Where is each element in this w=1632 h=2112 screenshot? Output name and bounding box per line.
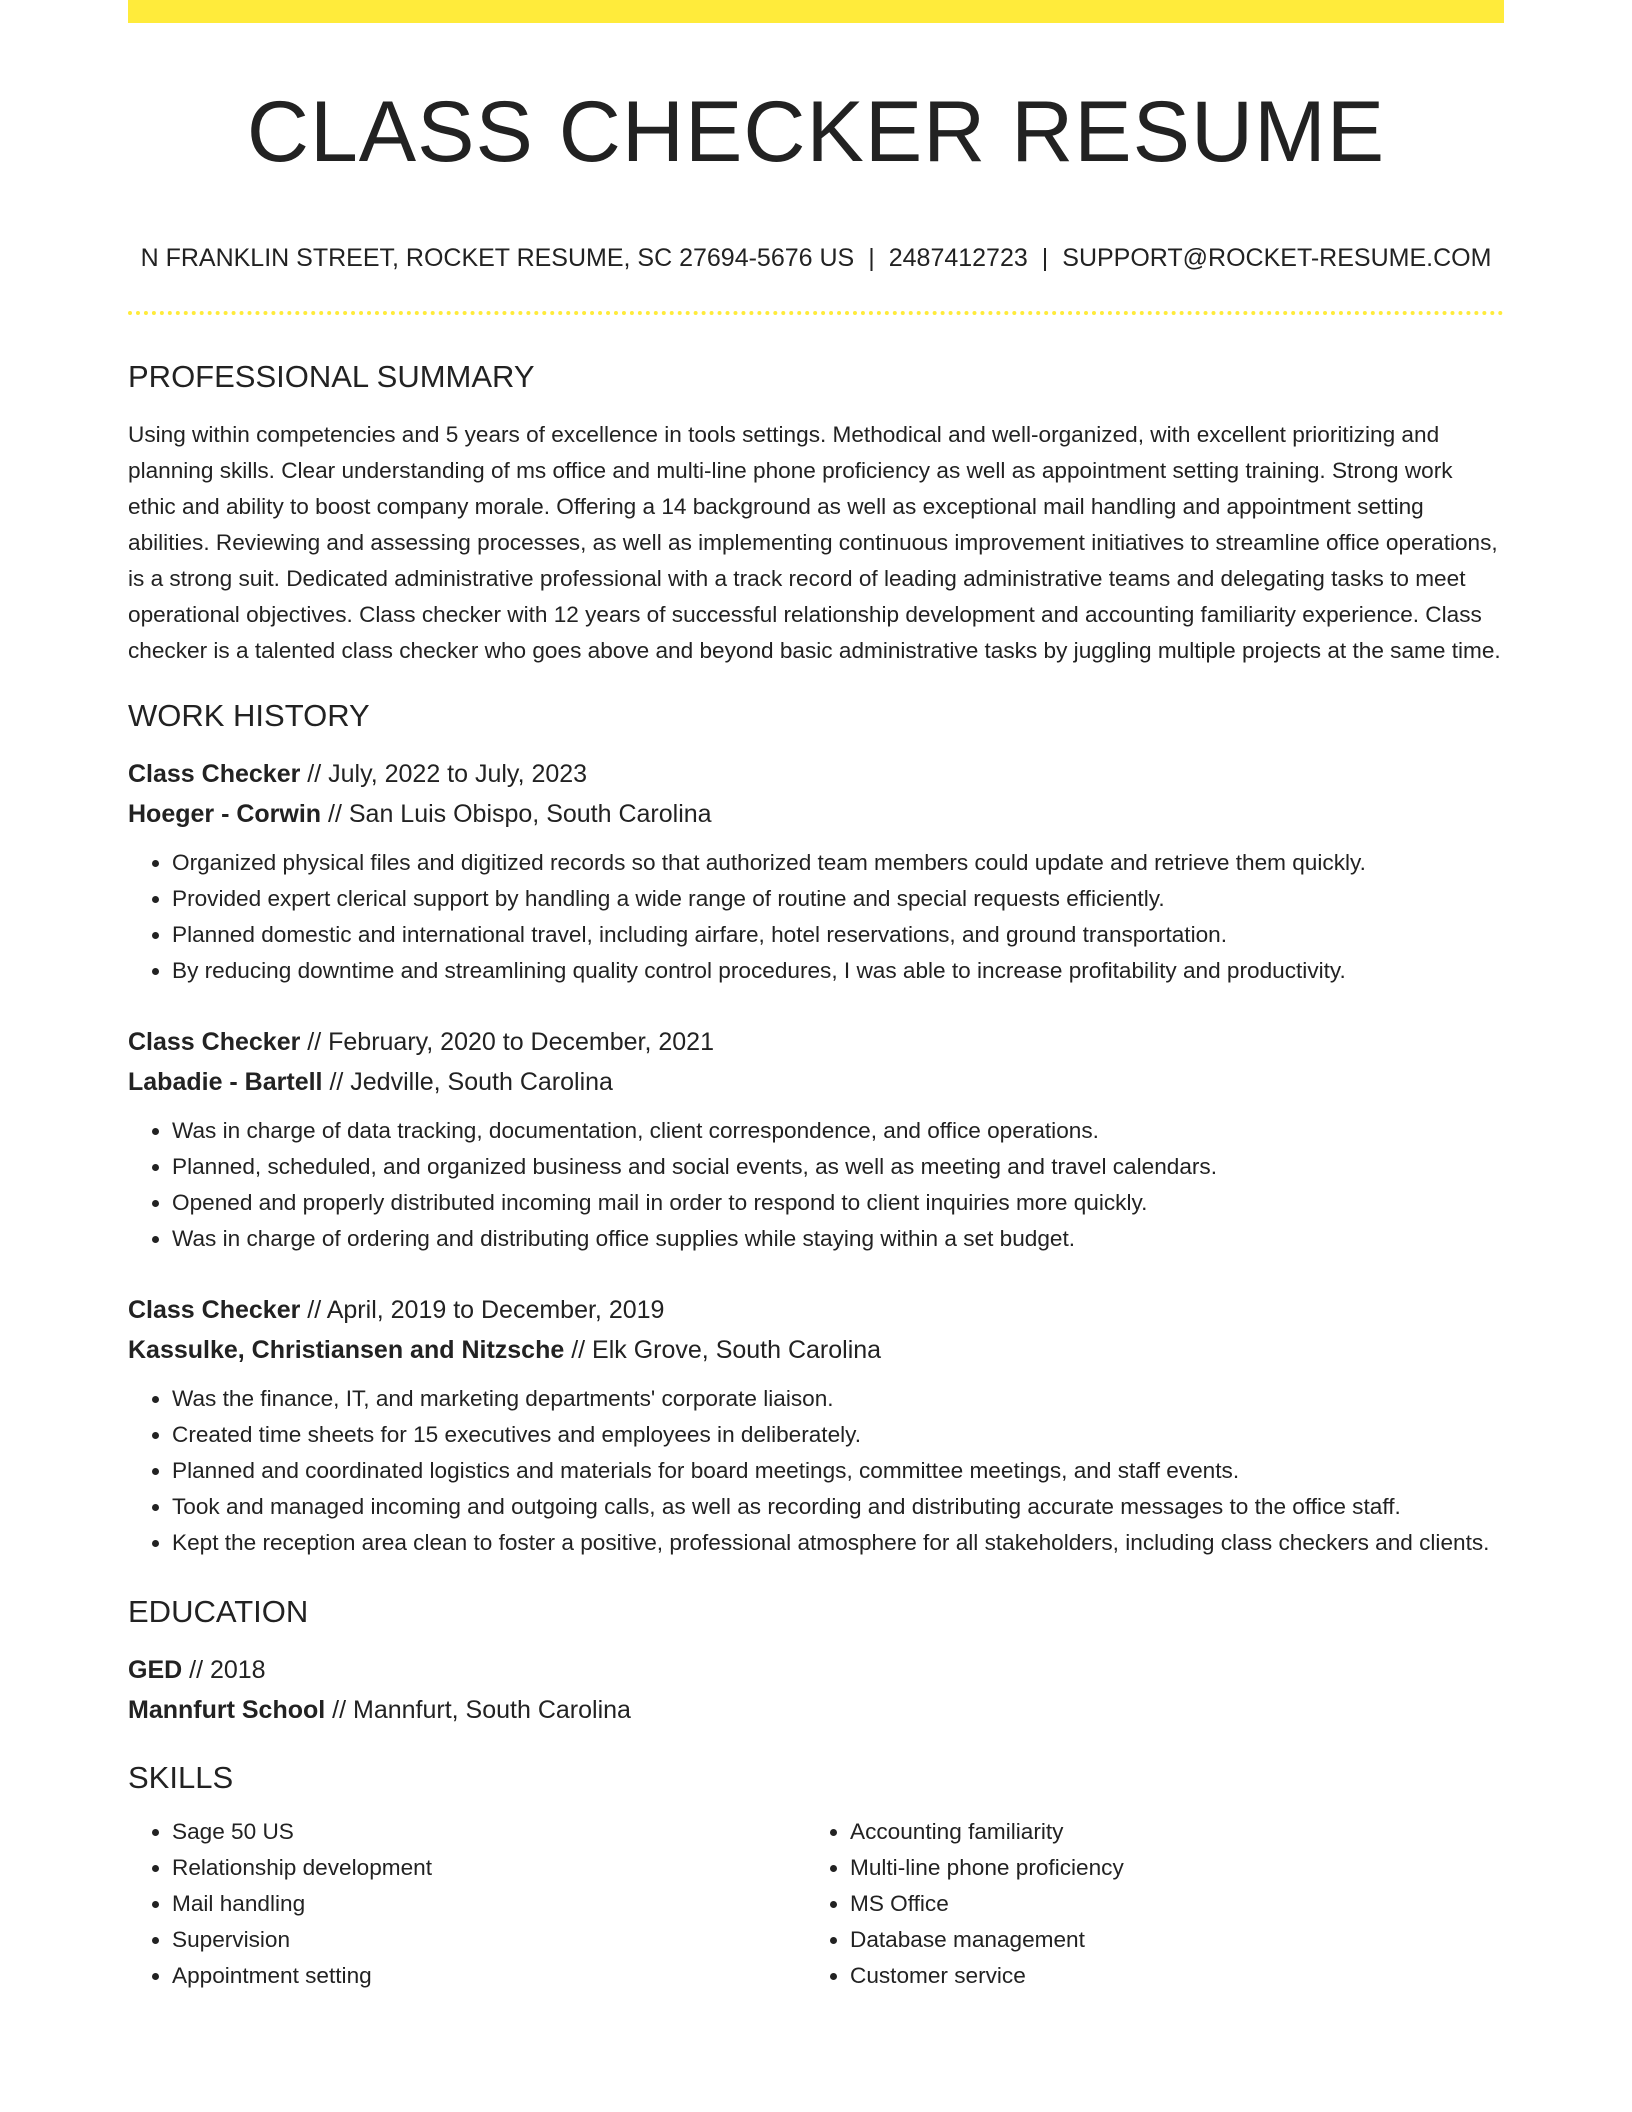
skill-item: • MS Office xyxy=(850,1886,1484,1922)
job-bullet: • Took and managed incoming and outgoing calls, as well as recording and distributing accurate messages to the office staff. xyxy=(172,1489,1504,1525)
education-year: // 2018 xyxy=(182,1656,266,1685)
contact-separator: | xyxy=(1041,243,1049,272)
skill-item: • Database management xyxy=(850,1922,1484,1958)
job-company-line xyxy=(128,794,1504,834)
summary-text: Using within competencies and 5 years of excellence in tools settings. Methodical and well-organized, with excellent prioritizing and planning skills. Clear understanding of ms office and multi-line phone proficiency as well as appointment setting training. Strong work ethic and ability to boost company morale. Offering a 14 background as well as exceptional mail handling and appointment setting abilities. Reviewing and assessing processes, as well as implementing continuous improvement initiatives to streamline office operations, is a strong suit. Dedicated administrative professional with a track record of leading administrative teams and delegating tasks to meet operational objectives. Class checker with 12 years of successful relationship development and accounting familiarity experience. Class checker is a talented class checker who goes above and beyond basic administrative tasks by juggling multiple projects at the same time. xyxy=(128,421,1501,663)
job-company: Hoeger - Corwin xyxy=(128,799,322,828)
skill-item: • Customer service xyxy=(850,1958,1484,1994)
resume-title: CLASS CHECKER RESUME xyxy=(246,84,1386,180)
job-role: Class Checker xyxy=(128,1295,301,1324)
skill-item: • Supervision xyxy=(172,1922,806,1958)
job-company: Kassulke, Christiansen and Nitzsche xyxy=(128,1335,565,1364)
job-bullet: • Provided expert clerical support by handling a wide range of routine and special requests efficiently. xyxy=(172,881,1504,917)
education-degree: GED xyxy=(128,1656,183,1685)
contact-address: N FRANKLIN STREET, ROCKET RESUME, SC 27694-5676 US xyxy=(140,243,855,272)
job-bullet: • Organized physical files and digitized records so that authorized team members could update and retrieve them quickly. xyxy=(172,845,1504,881)
job-role-line xyxy=(128,754,1504,794)
job-location: // Jedville, South Carolina xyxy=(322,1067,613,1096)
work-history-heading: WORK HISTORY xyxy=(128,697,370,733)
job-company-line xyxy=(128,1330,1504,1370)
skill-item: • Sage 50 US xyxy=(172,1814,806,1850)
job-bullet: • Opened and properly distributed incoming mail in order to respond to client inquiries more quickly. xyxy=(172,1185,1504,1221)
job-bullet: • Created time sheets for 15 executives and employees in deliberately. xyxy=(172,1417,1504,1453)
education-entry xyxy=(128,1650,1504,1730)
job-company: Labadie - Bartell xyxy=(128,1067,323,1096)
job-entry xyxy=(128,1290,1504,1561)
skill-item: • Multi-line phone proficiency xyxy=(850,1850,1484,1886)
job-entry xyxy=(128,1022,1504,1257)
job-dates: // February, 2020 to December, 2021 xyxy=(300,1027,714,1056)
education-heading: EDUCATION xyxy=(128,1593,309,1629)
education-school-line xyxy=(128,1690,1504,1730)
contact-separator: | xyxy=(868,243,875,272)
skills-right-column xyxy=(806,1814,1484,1994)
resume-page xyxy=(128,0,1504,1994)
job-role: Class Checker xyxy=(128,759,301,788)
education-degree-line xyxy=(128,1650,1504,1690)
job-company-line xyxy=(128,1062,1504,1102)
job-bullet: • Was in charge of ordering and distributing office supplies while staying within a set budget. xyxy=(172,1221,1504,1257)
job-bullet: • Was in charge of data tracking, documentation, client correspondence, and office operations. xyxy=(172,1113,1504,1149)
contact-line xyxy=(128,243,1504,273)
skill-item: • Relationship development xyxy=(172,1850,806,1886)
contact-email: SUPPORT@ROCKET-RESUME.COM xyxy=(1062,243,1492,272)
job-bullets xyxy=(128,1381,1504,1561)
skills-grid xyxy=(128,1814,1504,1994)
education-location: // Mannfurt, South Carolina xyxy=(325,1696,631,1725)
education-school: Mannfurt School xyxy=(128,1696,326,1725)
job-dates: // July, 2022 to July, 2023 xyxy=(300,759,588,788)
job-bullets xyxy=(128,1113,1504,1257)
skills-heading: SKILLS xyxy=(128,1760,234,1796)
skill-item: • Accounting familiarity xyxy=(850,1814,1484,1850)
job-bullet: • Planned and coordinated logistics and materials for board meetings, committee meetings, and staff events. xyxy=(172,1453,1504,1489)
job-entry xyxy=(128,754,1504,989)
job-role: Class Checker xyxy=(128,1027,301,1056)
job-bullet: • Planned, scheduled, and organized business and social events, as well as meeting and travel calendars. xyxy=(172,1149,1504,1185)
summary-heading: PROFESSIONAL SUMMARY xyxy=(128,358,535,394)
skills-left-column xyxy=(128,1814,806,1994)
dotted-divider xyxy=(128,311,1504,315)
job-role-line xyxy=(128,1022,1504,1062)
job-bullet: • Kept the reception area clean to foster a positive, professional atmosphere for all stakeholders, including class checkers and clients. xyxy=(172,1525,1504,1561)
job-location: // Elk Grove, South Carolina xyxy=(564,1335,882,1364)
job-location: // San Luis Obispo, South Carolina xyxy=(321,799,712,828)
contact-phone: 2487412723 xyxy=(888,243,1028,272)
job-bullets xyxy=(128,845,1504,989)
skill-item: • Appointment setting xyxy=(172,1958,806,1994)
accent-top-bar xyxy=(128,0,1504,23)
job-bullet: • By reducing downtime and streamlining quality control procedures, I was able to increase profitability and productivity. xyxy=(172,953,1504,989)
job-bullet: • Planned domestic and international travel, including airfare, hotel reservations, and ground transportation. xyxy=(172,917,1504,953)
job-role-line xyxy=(128,1290,1504,1330)
job-bullet: • Was the finance, IT, and marketing departments' corporate liaison. xyxy=(172,1381,1504,1417)
job-dates: // April, 2019 to December, 2019 xyxy=(300,1295,665,1324)
skill-item: • Mail handling xyxy=(172,1886,806,1922)
